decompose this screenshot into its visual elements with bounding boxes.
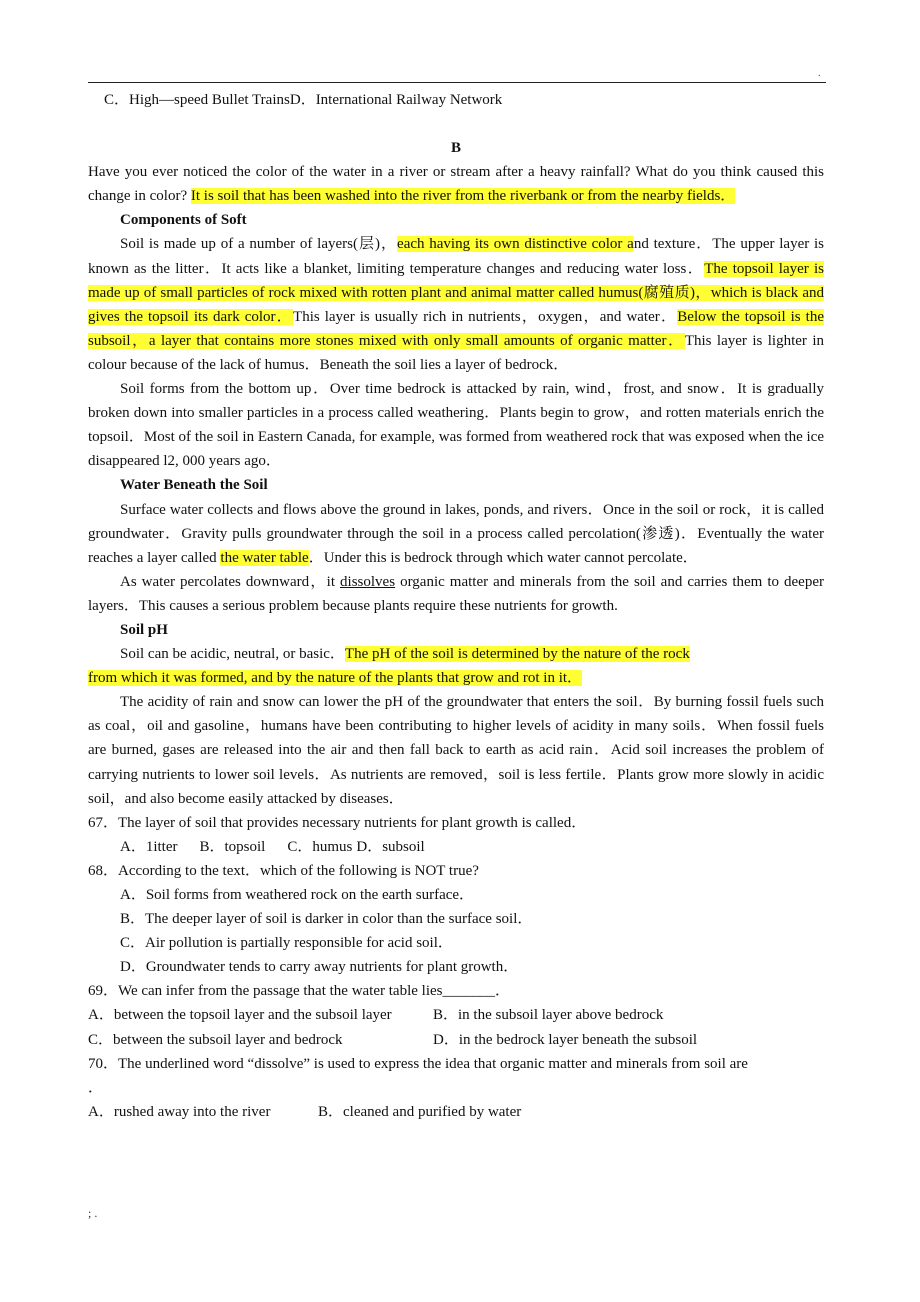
components-highlight-2: The topsoil layer is made up of small particles of rock mixed with rotten plant and animal matter called humus(腐殖质)，which is black and gives the topsoil its dark color． xyxy=(88,260,824,325)
dissolve-underlined-word: dissolves xyxy=(340,573,396,590)
section-letter: B xyxy=(450,140,461,157)
spacer xyxy=(88,112,824,136)
components-paragraph xyxy=(88,232,824,377)
components-text-2: nd texture．The upper layer is known as the litter．It acts like a blanket, limiting temperature changes and reducing water loss． xyxy=(88,236,824,277)
water-text-2: ．Under this is bedrock through which water cannot percolate． xyxy=(308,549,698,566)
heading-water: Water Beneath the Soil xyxy=(120,477,268,494)
question-68-stem: 68．According to the text．which of the following is NOT true? xyxy=(88,862,479,879)
q68-option-d: D．Groundwater tends to carry away nutrients for plant growth． xyxy=(120,959,519,976)
dissolve-text-2: organic matter and minerals from the soil and carries them to deeper layers．This causes a serious problem because plants require these nutrients for growth. xyxy=(88,573,824,614)
q69-option-d: D．in the bedrock layer beneath the subsoil xyxy=(433,1031,698,1048)
water-paragraph xyxy=(88,498,824,570)
acidity-paragraph: The acidity of rain and snow can lower the pH of the groundwater that enters the soil．By burning fossil fuels such as coal，oil and gasoline，humans have been contributing to higher levels of acidity in many soils．When fossil fuels are burned, gases are released into the air and then fall back to earth as acid rain．Acid soil increases the problem of carrying nutrients to lower soil levels．As nutrients are removed，soil is less fertile．Plants grow more slowly in acidic soil，and also become easily attacked by diseases． xyxy=(88,694,824,807)
q67-option-c: C．humus xyxy=(287,838,353,855)
question-69-stem: 69．We can infer from the passage that the water table lies_______． xyxy=(88,983,510,1000)
q67-option-b: B．topsoil xyxy=(199,838,266,855)
question-70-blank: ． xyxy=(88,1079,104,1096)
components-highlight-3: Below the topsoil is the subsoil，a layer that contains more stones mixed with only small amounts of organic matter． xyxy=(88,308,824,349)
components-text-3: This layer is usually rich in nutrients，oxygen，and water． xyxy=(293,308,678,325)
document-body xyxy=(88,88,824,1124)
q68-option-c: C．Air pollution is partially responsible for acid soil． xyxy=(120,935,453,952)
dissolve-text-1: As water percolates downward，it xyxy=(120,573,341,590)
q68-option-b: B．The deeper layer of soil is darker in color than the surface soil． xyxy=(120,911,533,928)
intro-paragraph xyxy=(88,160,824,208)
soil-forms-paragraph: Soil forms from the bottom up．Over time bedrock is attacked by rain, wind，frost, and snow．It is gradually broken down into smaller particles in a process called weathering．Plants begin to grow，and rotten materials enrich the topsoil．Most of the soil in Eastern Canada, for example, was formed from weathered rock that was exposed when the ice disappeared l2, 000 years ago． xyxy=(88,381,824,470)
intro-text: Have you ever noticed the color of the water in a river or stream after a heavy rainfall? What do you think caused this change in color? xyxy=(88,164,824,205)
ph-highlight-1: The pH of the soil is determined by the nature of the rock xyxy=(344,646,690,663)
header-mark: . xyxy=(818,68,821,79)
q70-options-row-1 xyxy=(88,1100,824,1124)
q69-option-c: C．between the subsoil layer and bedrock xyxy=(88,1031,343,1048)
components-text-1: Soil is made up of a number of layers(层)， xyxy=(120,236,398,253)
components-text-4: This layer is lighter in colour because of the lack of humus．Beneath the soil lies a layer of bedrock． xyxy=(88,332,824,373)
heading-components: Components of Soft xyxy=(120,212,247,229)
q69-option-a: A．between the topsoil layer and the subsoil layer xyxy=(88,1007,392,1024)
ph-paragraph-line2 xyxy=(88,666,824,690)
question-67-stem: 67．The layer of soil that provides necessary nutrients for plant growth is called． xyxy=(88,814,587,831)
question-70-stem: 70．The underlined word “dissolve” is used to express the idea that organic matter and minerals from soil are xyxy=(88,1055,748,1072)
components-highlight-1: each having its own distinctive color a xyxy=(397,236,634,253)
q69-options-row-1 xyxy=(88,1003,824,1027)
q67-option-a: A．1itter xyxy=(120,838,178,855)
question-67-options xyxy=(88,835,824,859)
q69-option-b: B．in the subsoil layer above bedrock xyxy=(433,1007,664,1024)
q67-option-d: D．subsoil xyxy=(356,838,425,855)
ph-paragraph-line1 xyxy=(88,642,824,666)
ph-text-1: Soil can be acidic, neutral, or basic． xyxy=(120,646,345,663)
ph-highlight-2: from which it was formed, and by the nature of the plants that grow and rot in it． xyxy=(88,670,583,687)
previous-question-options xyxy=(88,88,824,112)
intro-highlight: It is soil that has been washed into the river from the riverbank or from the nearby fields． xyxy=(190,188,736,205)
q70-option-a: A．rushed away into the river xyxy=(88,1103,271,1120)
prev-option-c: C．High—speed Bullet Trains xyxy=(104,92,290,108)
prev-option-d: D．International Railway Network xyxy=(289,92,503,108)
header-rule xyxy=(88,82,826,83)
heading-ph: Soil pH xyxy=(120,621,168,638)
water-text-1: Surface water collects and flows above the ground in lakes, ponds, and rivers．Once in the soil or rock，it is called groundwater．Gravity pulls groundwater through the soil in a process called percolation(渗透)．Eventually the water reaches a layer called xyxy=(88,501,824,566)
q69-options-row-2 xyxy=(88,1028,824,1052)
footer-mark: ; . xyxy=(88,1206,98,1220)
dissolve-paragraph xyxy=(88,570,824,618)
q70-option-b: B．cleaned and purified by water xyxy=(318,1103,522,1120)
q68-option-a: A．Soil forms from weathered rock on the earth surface． xyxy=(120,887,475,903)
water-highlight: the water table xyxy=(220,549,309,566)
